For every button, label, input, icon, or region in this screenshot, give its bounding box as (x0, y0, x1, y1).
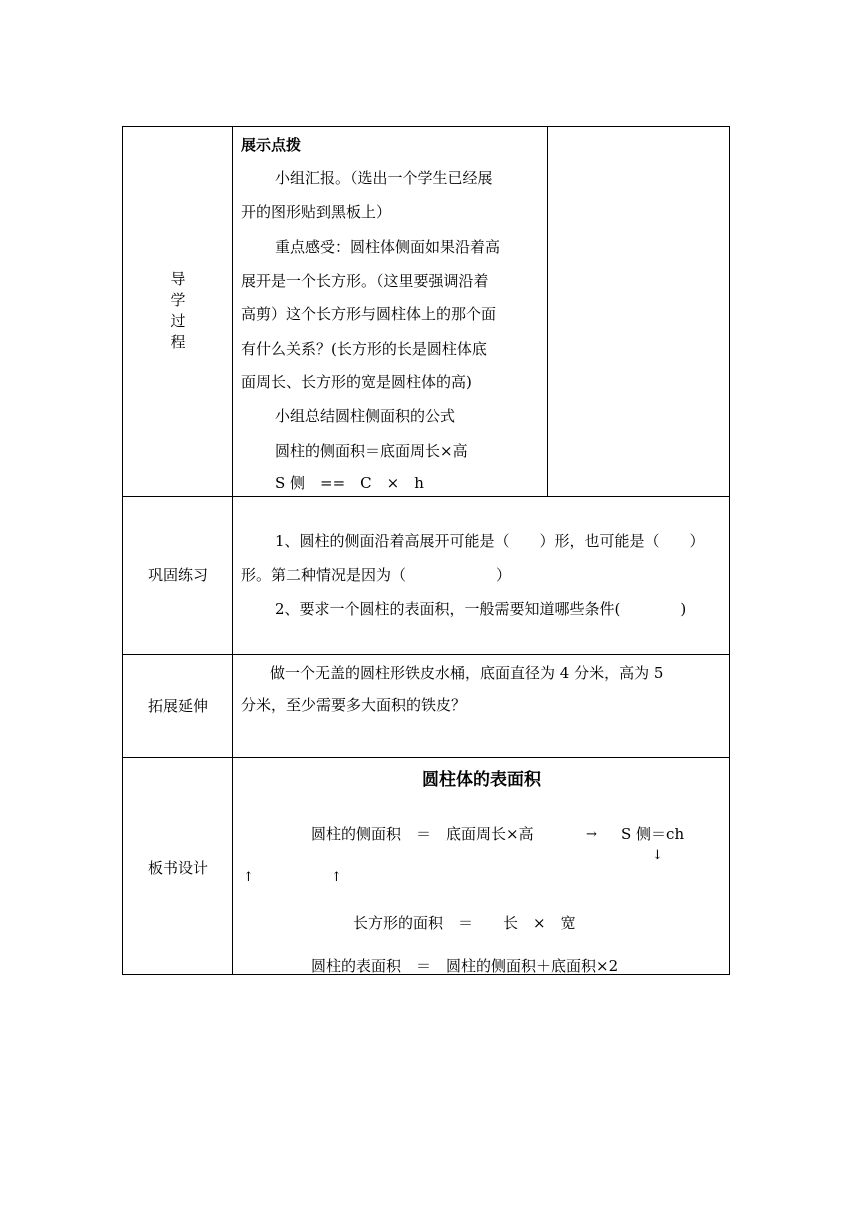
label-char: 程 (170, 333, 186, 351)
formula-line: S 侧 == C × h (275, 474, 424, 492)
label-char: 过 (170, 312, 186, 330)
lesson-plan-table (122, 126, 730, 975)
extend-problem: 做一个无盖的圆柱形铁皮水桶，底面直径为 4 分米，高为 5 (270, 664, 664, 682)
up-arrow-icon: ↑ (331, 870, 342, 885)
row-divider (123, 496, 729, 497)
guide-line: 重点感受：圆柱体侧面如果沿着高 (275, 238, 501, 256)
down-arrow-icon: ↓ (652, 848, 663, 863)
guide-line: 有什么关系？(长方形的长是圆柱体底 (241, 340, 487, 358)
guide-line: 面周长、长方形的宽是圆柱体的高) (241, 373, 472, 391)
guide-line: 小组总结圆柱侧面积的公式 (275, 407, 456, 425)
row-label-board: 板书设计 (147, 859, 208, 877)
board-line: 圆柱的侧面积 ＝ 底面周长×高 (311, 825, 534, 843)
row-label-practice: 巩固练习 (147, 566, 208, 584)
board-line: 长方形的面积 ＝ 长 × 宽 (353, 914, 576, 932)
column-divider (547, 127, 548, 496)
section-heading: 展示点拨 (241, 136, 302, 154)
row-label-extend: 拓展延伸 (147, 697, 208, 715)
board-title: 圆柱体的表面积 (422, 770, 541, 790)
formula-line: 圆柱的侧面积＝底面周长×高 (275, 442, 468, 460)
row-divider (123, 654, 729, 655)
label-char: 学 (170, 291, 186, 309)
row-label-guide (123, 269, 233, 353)
practice-question: 2、要求一个圆柱的表面积，一般需要知道哪些条件( ) (275, 600, 687, 618)
board-line: 圆柱的表面积 ＝ 圆柱的侧面积＋底面积×2 (311, 957, 619, 975)
practice-question: 形。第二种情况是因为（ ） (241, 566, 512, 584)
guide-line: 高剪）这个长方形与圆柱体上的那个面 (241, 305, 497, 323)
column-divider (232, 127, 233, 974)
board-formula: S 侧＝ch (621, 825, 685, 843)
extend-problem: 分米，至少需要多大面积的铁皮？ (241, 696, 467, 714)
guide-line: 展开是一个长方形。（这里要强调沿着 (241, 272, 489, 290)
right-arrow-icon: → (586, 827, 597, 842)
practice-question: 1、圆柱的侧面沿着高展开可能是（ ）形，也可能是（ ） (275, 532, 705, 550)
label-char: 导 (170, 270, 186, 288)
guide-line: 小组汇报。（选出一个学生已经展 (275, 169, 493, 187)
guide-line: 开的图形贴到黑板上） (241, 203, 392, 221)
up-arrow-icon: ↑ (243, 870, 254, 885)
row-divider (123, 757, 729, 758)
